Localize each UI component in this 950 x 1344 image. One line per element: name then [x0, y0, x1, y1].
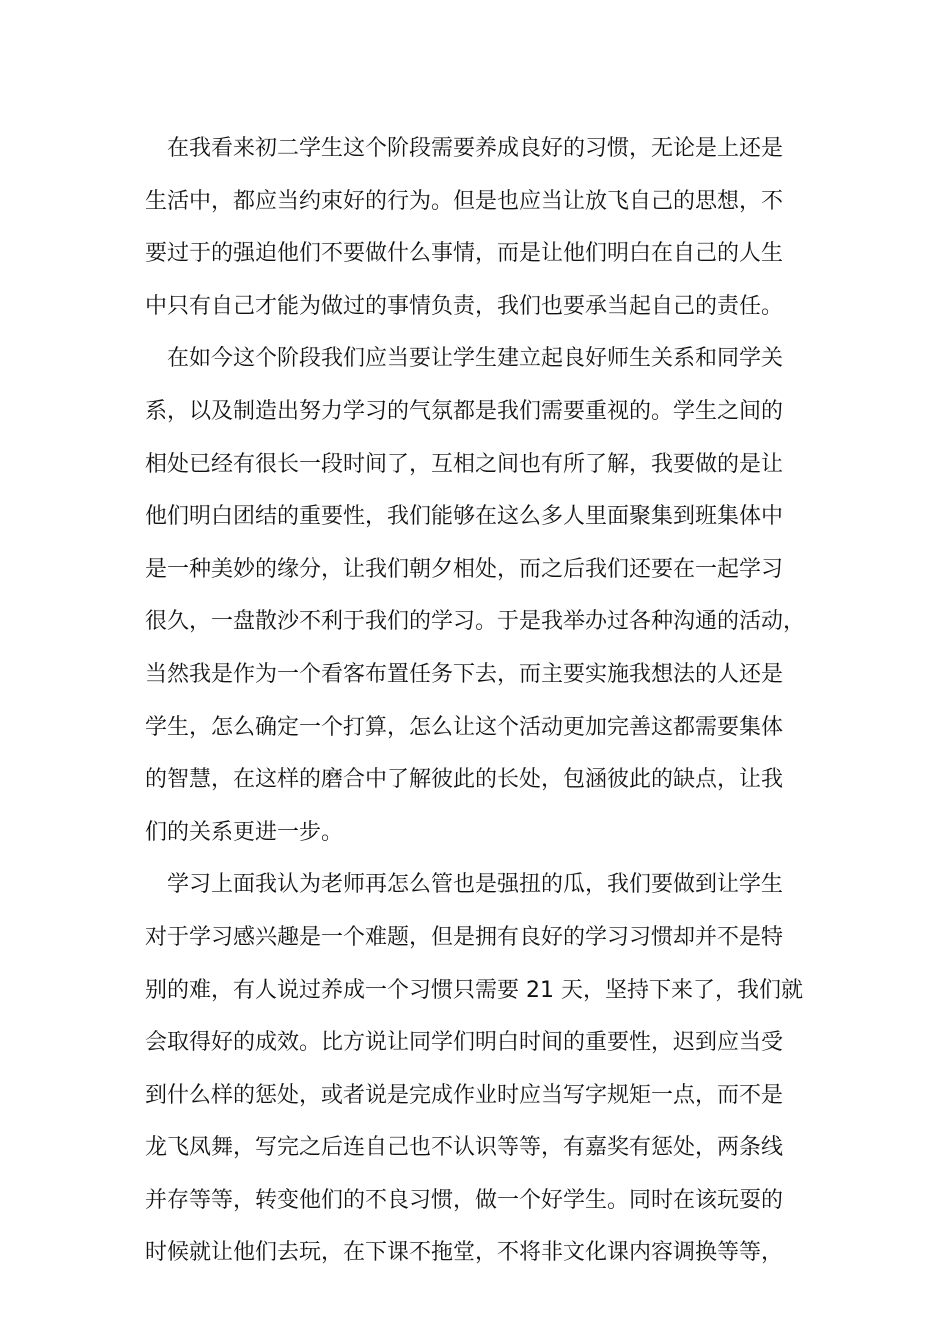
- text-line: 中只有自己才能为做过的事情负责，我们也要承当起自己的责任。: [145, 293, 784, 319]
- text-line: 们的关系更进一步。: [145, 819, 344, 845]
- text-line: 当然我是作为一个看客布置任务下去，而主要实施我想法的人还是: [145, 661, 784, 687]
- text-line: 时候就让他们去玩，在下课不拖堂，不将非文化课内容调换等等，: [145, 1240, 784, 1266]
- text-line: 相处已经有很长一段时间了，互相之间也有所了解，我要做的是让: [145, 451, 784, 477]
- paragraph-2: [145, 333, 810, 859]
- text-line: 并存等等，转变他们的不良习惯，做一个好学生。同时在该玩耍的: [145, 1187, 784, 1213]
- text-line: 在如今这个阶段我们应当要让学生建立起良好师生关系和同学关: [167, 346, 784, 372]
- text-line: 到什么样的惩处，或者说是完成作业时应当写字规矩一点，而不是: [145, 1082, 784, 1108]
- paragraph-3: [145, 859, 810, 1280]
- text-line: 要过于的强迫他们不要做什么事情，而是让他们明白在自己的人生: [145, 241, 784, 267]
- text-line: 很久，一盘散沙不利于我们的学习。于是我举办过各种沟通的活动，: [145, 609, 806, 635]
- text-line: 是一种美妙的缘分，让我们朝夕相处，而之后我们还要在一起学习: [145, 556, 784, 582]
- text-line: 生活中，都应当约束好的行为。但是也应当让放飞自己的思想，不: [145, 188, 784, 214]
- text-line: 学习上面我认为老师再怎么管也是强扭的瓜，我们要做到让学生: [167, 872, 784, 898]
- text-line: 龙飞凤舞，写完之后连自己也不认识等等，有嘉奖有惩处，两条线: [145, 1135, 784, 1161]
- text-line: 对于学习感兴趣是一个难题，但是拥有良好的学习习惯却并不是特: [145, 924, 784, 950]
- text-line: 在我看来初二学生这个阶段需要养成良好的习惯，无论是上还是: [167, 136, 784, 161]
- text-line: 会取得好的成效。比方说让同学们明白时间的重要性，迟到应当受: [145, 1030, 784, 1056]
- text-line: 的智慧，在这样的磨合中了解彼此的长处，包涵彼此的缺点，让我: [145, 767, 784, 793]
- body-text: [145, 123, 810, 1280]
- paragraph-1: [145, 123, 810, 333]
- text-line: 学生，怎么确定一个打算，怎么让这个活动更加完善这都需要集体: [145, 714, 784, 740]
- text-line: 系，以及制造出努力学习的气氛都是我们需要重视的。学生之间的: [145, 398, 784, 424]
- text-line: 别的难，有人说过养成一个习惯只需要 21 天，坚持下来了，我们就: [145, 977, 803, 1003]
- text-line: 他们明白团结的重要性，我们能够在这么多人里面聚集到班集体中: [145, 504, 784, 530]
